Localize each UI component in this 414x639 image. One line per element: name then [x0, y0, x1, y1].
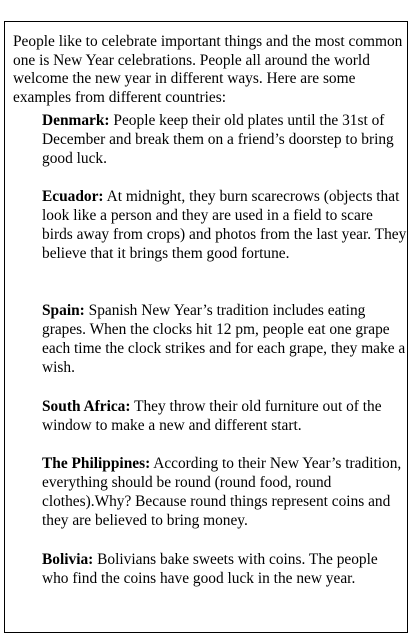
example-philippines	[42, 455, 407, 531]
example-denmark	[42, 112, 407, 169]
country-name: Spain:	[42, 302, 85, 319]
country-name: Ecuador:	[42, 188, 104, 205]
example-ecuador	[42, 188, 407, 264]
example-text: Spanish New Year’s tradition includes eating grapes. When the clocks hit 12 pm, people eat one grape each time the clock strikes and for each grape, they make a wish.	[42, 302, 406, 376]
country-name: Bolivia:	[42, 551, 94, 568]
country-name: The Philippines:	[42, 455, 151, 472]
country-name: Denmark:	[42, 112, 110, 129]
example-text: Bolivians bake sweets with coins. The people who find the coins have good luck in the new year.	[42, 551, 378, 587]
intro-paragraph: People like to celebrate important things and the most common one is New Year celebrations. People all around the world welcome the new year in different ways. Here are some examples from different countries:	[13, 33, 403, 106]
example-south-africa	[42, 398, 407, 436]
example-bolivia	[42, 551, 407, 589]
example-text: People keep their old plates until the 31st of December and break them on a friend’s doorstep to bring good luck.	[42, 112, 394, 167]
example-spain	[42, 302, 407, 378]
example-text: At midnight, they burn scarecrows (objects that look like a person and they are used in a field to scare birds away from crops) and photos from the last year. They believe that it brings them good fortune.	[42, 188, 407, 262]
example-text: According to their New Year’s tradition, everything should be round (round food, round clothes).Why? Because round things represent coins and they are believed to bring money.	[42, 455, 402, 529]
example-text: They throw their old furniture out of the window to make a new and different start.	[42, 398, 382, 434]
country-name: South Africa:	[42, 398, 131, 415]
